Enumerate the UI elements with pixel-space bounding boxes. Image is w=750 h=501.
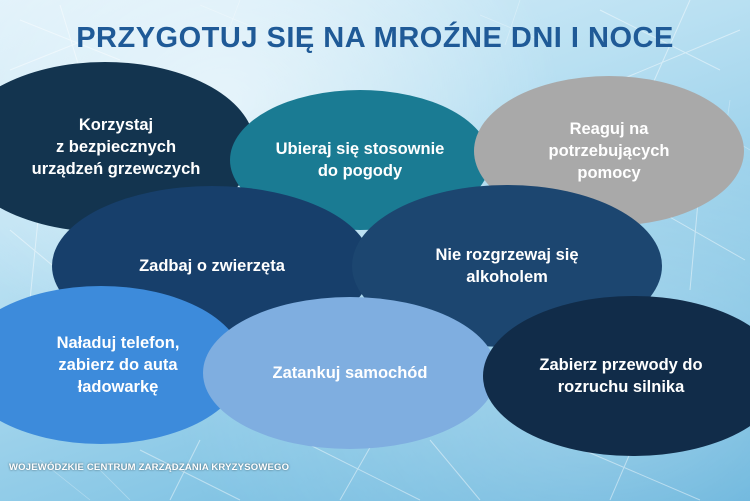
tip-text-line: z bezpiecznych (55, 138, 177, 156)
tip-text-line: alkoholem (466, 268, 548, 286)
tip-text-line: Korzystaj (78, 116, 154, 134)
tip-text-line: zabierz do auta (58, 356, 178, 374)
tip-text-line: Naładuj telefon, (56, 334, 180, 352)
tip-bubble-fuel (203, 297, 497, 449)
tip-text-line: Reaguj na (569, 120, 649, 138)
tip-text-line: do pogody (317, 162, 403, 180)
tip-text-line: potrzebujących (548, 142, 670, 160)
tip-text-line: pomocy (577, 164, 641, 182)
tip-text-line: Ubieraj się stosownie (275, 140, 445, 158)
tip-text-line: ładowarkę (77, 378, 159, 396)
tip-text-line: Zatankuj samochód (272, 364, 428, 382)
tip-text-line: urządzeń grzewczych (31, 160, 201, 178)
footer-organization: WOJEWÓDZKIE CENTRUM ZARZĄDZANIA KRYZYSOWEGO (9, 462, 290, 473)
tip-text-line: Zadbaj o zwierzęta (139, 257, 285, 275)
tip-text-line: Nie rozgrzewaj się (435, 246, 579, 264)
page-title: PRZYGOTUJ SIĘ NA MROŹNE DNI I NOCE (76, 22, 674, 54)
tip-text-line: rozruchu silnika (557, 378, 685, 396)
tip-text-line: Zabierz przewody do (539, 356, 703, 374)
